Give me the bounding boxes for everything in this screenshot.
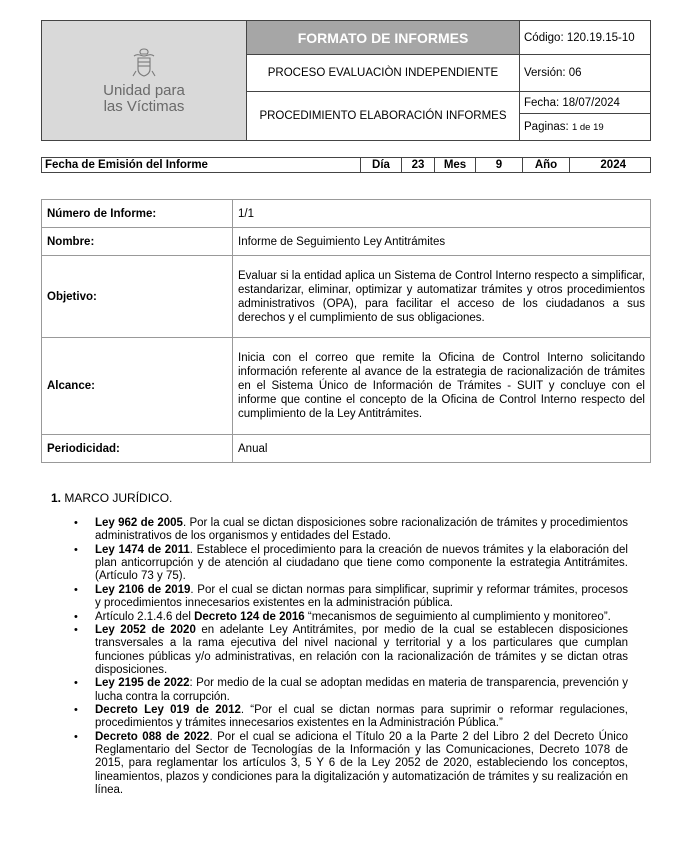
info-label: Número de Informe: <box>42 200 233 228</box>
list-item <box>74 731 628 797</box>
law-description: . Por el cual se dictan normas para simplificar, suprimir y reformar trámites, procesos y procedimientos innecesarios existentes en la administración pública. <box>95 583 628 609</box>
law-name: Decreto 088 de 2022 <box>95 730 210 743</box>
info-label: Periodicidad: <box>42 435 233 463</box>
list-item <box>74 624 628 677</box>
month-value: 9 <box>476 158 523 173</box>
bullet-icon: • <box>74 730 78 743</box>
info-row <box>42 256 651 338</box>
law-description: . “Por el cual se dictan normas para suprimir o reformar regulaciones, procedimientos y trámites innecesarios existentes en la Administración Pública.” <box>95 704 628 730</box>
list-item <box>74 544 628 584</box>
bullet-icon: • <box>74 610 78 623</box>
date-pages-cell <box>520 92 651 141</box>
law-description: “mecanismos de seguimiento al cumplimiento y monitoreo”. <box>304 610 611 623</box>
law-description: . Por la cual se dictan disposiciones sobre racionalización de trámites y procedimientos administrativos de los organismos y entidades del Estado. <box>95 517 628 543</box>
info-value: Anual <box>233 435 651 463</box>
info-row <box>42 228 651 256</box>
list-item <box>74 517 628 543</box>
info-row <box>42 435 651 463</box>
list-item <box>74 584 628 610</box>
info-label: Objetivo: <box>42 256 233 338</box>
law-name: Ley 2195 de 2022 <box>95 677 190 690</box>
pages-value: 1 de 19 <box>571 121 604 133</box>
law-name: Ley 2052 de 2020 <box>95 624 196 637</box>
page-count <box>520 114 650 140</box>
emission-label: Fecha de Emisión del Informe <box>42 158 361 173</box>
section-title: MARCO JURÍDICO. <box>64 491 173 505</box>
document-code: Código: 120.19.15-10 <box>520 21 651 55</box>
logo-cell <box>42 21 247 141</box>
list-item <box>74 677 628 703</box>
law-prefix: Artículo 2.1.4.6 del <box>95 610 195 623</box>
law-name: Ley 962 de 2005 <box>95 517 183 529</box>
law-description: : Por medio de la cual se adoptan medidas en materia de transparencia, prevención y lucha contra la corrupción. <box>95 677 628 703</box>
report-info-table <box>41 199 651 463</box>
list-item <box>74 704 628 730</box>
pages-label: Paginas: <box>524 120 569 133</box>
year-value: 2024 <box>570 158 651 173</box>
info-value: Evaluar si la entidad aplica un Sistema de Control Interno respecto a simplificar, estandarizar, eliminar, optimizar y automatizar trámites y otros procedimientos administrativos (OPA), para facilitar el acceso de los ciudadanos a sus derechos y el cumplimiento de sus obligaciones. <box>233 256 651 338</box>
section-heading <box>51 491 172 505</box>
law-name: Ley 1474 de 2011 <box>95 543 190 556</box>
document-version: Versión: 06 <box>520 55 651 92</box>
law-description: en adelante Ley Antitrámites, por medio de la cual se establecen disposiciones transversales a la rama ejecutiva del nivel nacional y territorial y a los particulares que cumplan funciones públicas y/o administrativas, en relación con la racionalización de trámites y se dictan otras disposiciones. <box>95 624 628 676</box>
section-number: 1. <box>51 491 62 505</box>
bullet-icon: • <box>74 517 78 529</box>
info-value: Informe de Seguimiento Ley Antitrámites <box>233 228 651 256</box>
law-name: Decreto Ley 019 de 2012 <box>95 704 241 717</box>
info-value: Inicia con el correo que remite la Oficina de Control Interno solicitando información referente al avance de la estrategia de racionalización de trámites en el Sistema Único de Información de Trámites - SUIT y concluye con el informe que contine el concepto de la Oficina de Control Interno respecto del cumplimiento de la Ley Antitrámites. <box>233 338 651 435</box>
list-item <box>74 611 628 624</box>
procedure-name: PROCEDIMIENTO ELABORACIÓN INFORMES <box>247 92 520 141</box>
coat-of-arms-icon <box>130 47 158 79</box>
info-label: Alcance: <box>42 338 233 435</box>
bullet-icon: • <box>74 677 78 690</box>
logo-line-2: las Víctimas <box>103 97 185 115</box>
info-label: Nombre: <box>42 228 233 256</box>
legal-framework-list <box>74 517 628 797</box>
law-description: . Por el cual se adiciona el Título 20 a la Parte 2 del Libro 2 del Decreto Único Reglamentario del Sector de Tecnologías de la Información y las Comunicaciones, Decreto 1078 de 2015, para reglamentar los artículos 3, 5 Y 6 de la Ley 2052 de 2020, estableciendo los conceptos, lineamientos, plazos y condiciones para la digitalización y automatización de trámites y su realización en línea. <box>95 730 628 796</box>
bullet-icon: • <box>74 583 78 596</box>
info-row <box>42 200 651 228</box>
document-header <box>41 20 651 141</box>
logo-line-1: Unidad para <box>103 81 185 99</box>
bullet-icon: • <box>74 543 78 556</box>
format-title: FORMATO DE INFORMES <box>247 21 520 55</box>
law-name: Ley 2106 de 2019 <box>95 583 191 596</box>
law-name: Decreto 124 de 2016 <box>194 610 305 623</box>
document-date: Fecha: 18/07/2024 <box>520 93 650 114</box>
emission-date-row <box>41 157 651 173</box>
bullet-icon: • <box>74 704 78 717</box>
process-name: PROCESO EVALUACIÒN INDEPENDIENTE <box>247 55 520 92</box>
bullet-icon: • <box>74 624 78 637</box>
law-description: . Establece el procedimiento para la creación de nuevos trámites y la elaboración del plan anticorrupción y de atención al ciudadano que tiene como componente la estrategia Antitrámites. (Artículo 73 y 75). <box>95 543 628 583</box>
info-value: 1/1 <box>233 200 651 228</box>
month-label: Mes <box>435 158 476 173</box>
year-label: Año <box>523 158 570 173</box>
info-row <box>42 338 651 435</box>
day-label: Día <box>361 158 402 173</box>
day-value: 23 <box>402 158 435 173</box>
